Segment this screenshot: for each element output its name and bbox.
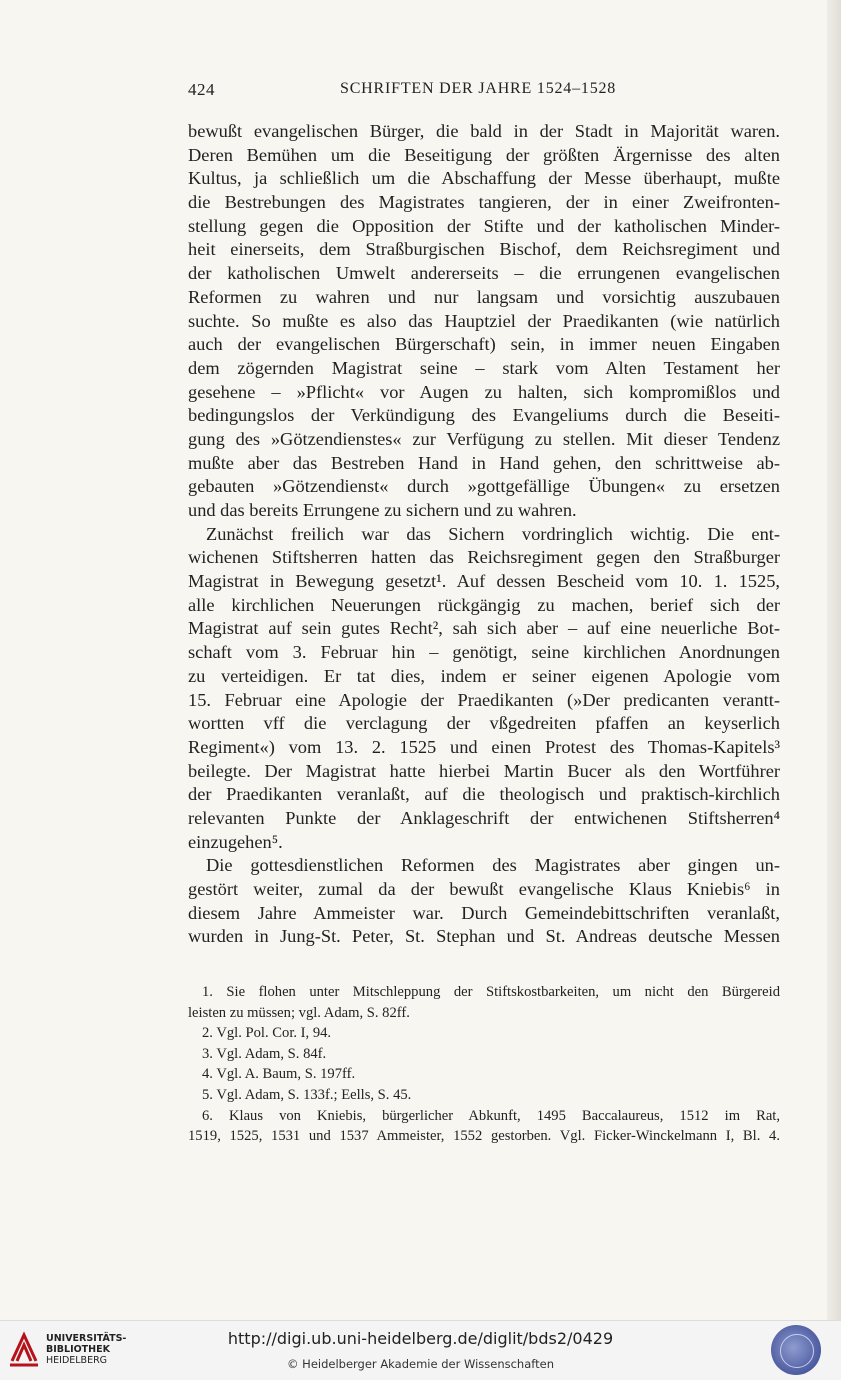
- page-edge: [827, 0, 841, 1320]
- footnote-line: 2. Vgl. Pol. Cor. I, 94.: [202, 1025, 332, 1042]
- page-number: 424: [188, 80, 215, 99]
- text-line: Regiment«) vom 13. 2. 1525 und einen Protest des Thomas-Kapitels³: [188, 736, 780, 757]
- text-line: bedingungslos der Verkündigung des Evangeliums durch die Beseiti-: [188, 405, 780, 426]
- text-line: suchte. So mußte es also das Hauptziel der Praedikanten (wie natürlich: [188, 310, 780, 331]
- text-line: gestört weiter, zumal da der bewußt evangelische Klaus Kniebis⁶ in: [188, 879, 780, 899]
- text-line: der Praedikanten veranlaßt, auf die theologisch und praktisch-kirchlich: [188, 784, 780, 805]
- viewer-footer: [0, 1320, 841, 1380]
- running-title: SCHRIFTEN DER JAHRE 1524–1528: [340, 80, 617, 97]
- text-line: zu verteidigen. Er tat dies, indem er seiner eigenen Apologie vom: [188, 665, 780, 686]
- footnote-line: 1. Sie flohen unter Mitschleppung der Stiftskostbarkeiten, um nicht den Bürgereid: [202, 984, 780, 1000]
- copyright-notice: © Heidelberger Akademie der Wissenschaften: [287, 1357, 554, 1371]
- footnote-line: 4. Vgl. A. Baum, S. 197ff.: [202, 1066, 356, 1083]
- text-line: diesem Jahre Ammeister war. Durch Gemeindebittschriften veranlaßt,: [188, 902, 780, 923]
- footnote-line: 5. Vgl. Adam, S. 133f.; Eells, S. 45.: [202, 1086, 412, 1103]
- text-line: gung des »Götzendienstes« zur Verfügung zu stellen. Mit dieser Tendenz: [188, 428, 780, 449]
- footnote-line: 6. Klaus von Kniebis, bürgerlicher Abkunft, 1495 Baccalaureus, 1512 im Rat,: [202, 1107, 780, 1124]
- text-line: gesehene – »Pflicht« vor Augen zu halten, sich kompromißlos und: [188, 381, 780, 402]
- text-line: Magistrat auf sein gutes Recht², sah sich aber – auf eine neuerliche Bot-: [188, 618, 780, 639]
- text-line: Magistrat in Bewegung gesetzt¹. Auf dessen Bescheid vom 10. 1. 1525,: [188, 571, 780, 592]
- text-line: 15. Februar eine Apologie der Praedikanten (»Der predicanten verantt-: [188, 689, 780, 710]
- footnote-line: 1519, 1525, 1531 und 1537 Ammeister, 1552 gestorben. Vgl. Ficker-Winckelmann I, Bl. 4.: [188, 1128, 780, 1145]
- text-line: heit einerseits, dem Straßburgischen Bischof, dem Reichsregiment und: [188, 239, 780, 260]
- body-text: [188, 120, 780, 949]
- text-line: Kultus, ja schließlich um die Abschaffung der Messe überhaupt, mußte: [188, 168, 780, 189]
- text-line: alle kirchlichen Neuerungen rückgängig zu machen, berief sich der: [188, 594, 780, 615]
- text-line: und das bereits Errungene zu sichern und zu wahren.: [188, 500, 577, 520]
- text-line: schaft vom 3. Februar hin – genötigt, seine kirchlichen Anordnungen: [188, 642, 780, 663]
- text-line: wurden in Jung-St. Peter, St. Stephan und St. Andreas deutsche Messen: [188, 926, 780, 947]
- text-line: wichenen Stiftsherren hatten das Reichsregiment gegen den Straßburger: [188, 547, 780, 568]
- text-line: die Bestrebungen des Magistrates tangieren, der in einer Zweifronten-: [188, 192, 780, 213]
- footnote-line: 3. Vgl. Adam, S. 84f.: [202, 1045, 327, 1062]
- seal-inner-ring: [780, 1334, 814, 1368]
- footnote-line: leisten zu müssen; vgl. Adam, S. 82ff.: [188, 1004, 410, 1021]
- running-head: [0, 80, 841, 104]
- text-line: Die gottesdienstlichen Reformen des Magistrates aber gingen un-: [206, 855, 780, 876]
- text-line: Deren Bemühen um die Beseitigung der größten Ärgernisse des alten: [188, 144, 780, 165]
- permalink-url[interactable]: http://digi.ub.uni-heidelberg.de/diglit/bds2/0429: [227, 1329, 614, 1348]
- academy-seal-icon: [771, 1325, 821, 1375]
- text-line: beilegte. Der Magistrat hatte hierbei Martin Bucer als den Wortführer: [188, 760, 780, 781]
- text-line: mußte aber das Bestreben Hand in Hand gehen, den schrittweise ab-: [188, 452, 780, 473]
- footnotes: [188, 982, 780, 1147]
- text-line: auch der evangelischen Bürgerschaft) sein, in immer neuen Eingaben: [188, 334, 780, 355]
- library-name: UNIVERSITÄTS- BIBLIOTHEK HEIDELBERG: [46, 1333, 127, 1366]
- text-line: der katholischen Umwelt andererseits – die errungenen evangelischen: [188, 263, 780, 284]
- text-line: Reformen zu wahren und nur langsam und vorsichtig auszubauen: [188, 286, 780, 307]
- text-line: stellung gegen die Opposition der Stifte und der katholischen Minder-: [188, 215, 780, 236]
- text-line: relevanten Punkte der Anklageschrift der entwichenen Stiftsherren⁴: [188, 807, 780, 828]
- text-line: bewußt evangelischen Bürger, die bald in der Stadt in Majorität waren.: [188, 121, 780, 141]
- text-line: dem zögernden Magistrat seine – stark vom Alten Testament her: [188, 357, 780, 378]
- text-line: einzugehen⁵.: [188, 831, 283, 852]
- text-line: Zunächst freilich war das Sichern vordringlich wichtig. Die ent-: [206, 523, 780, 544]
- text-line: gebauten »Götzendienst« durch »gottgefällige Übungen« zu ersetzen: [188, 476, 780, 497]
- text-line: wortten vff die verclagung der vßgedreiten pfaffen an keyserlich: [188, 713, 780, 734]
